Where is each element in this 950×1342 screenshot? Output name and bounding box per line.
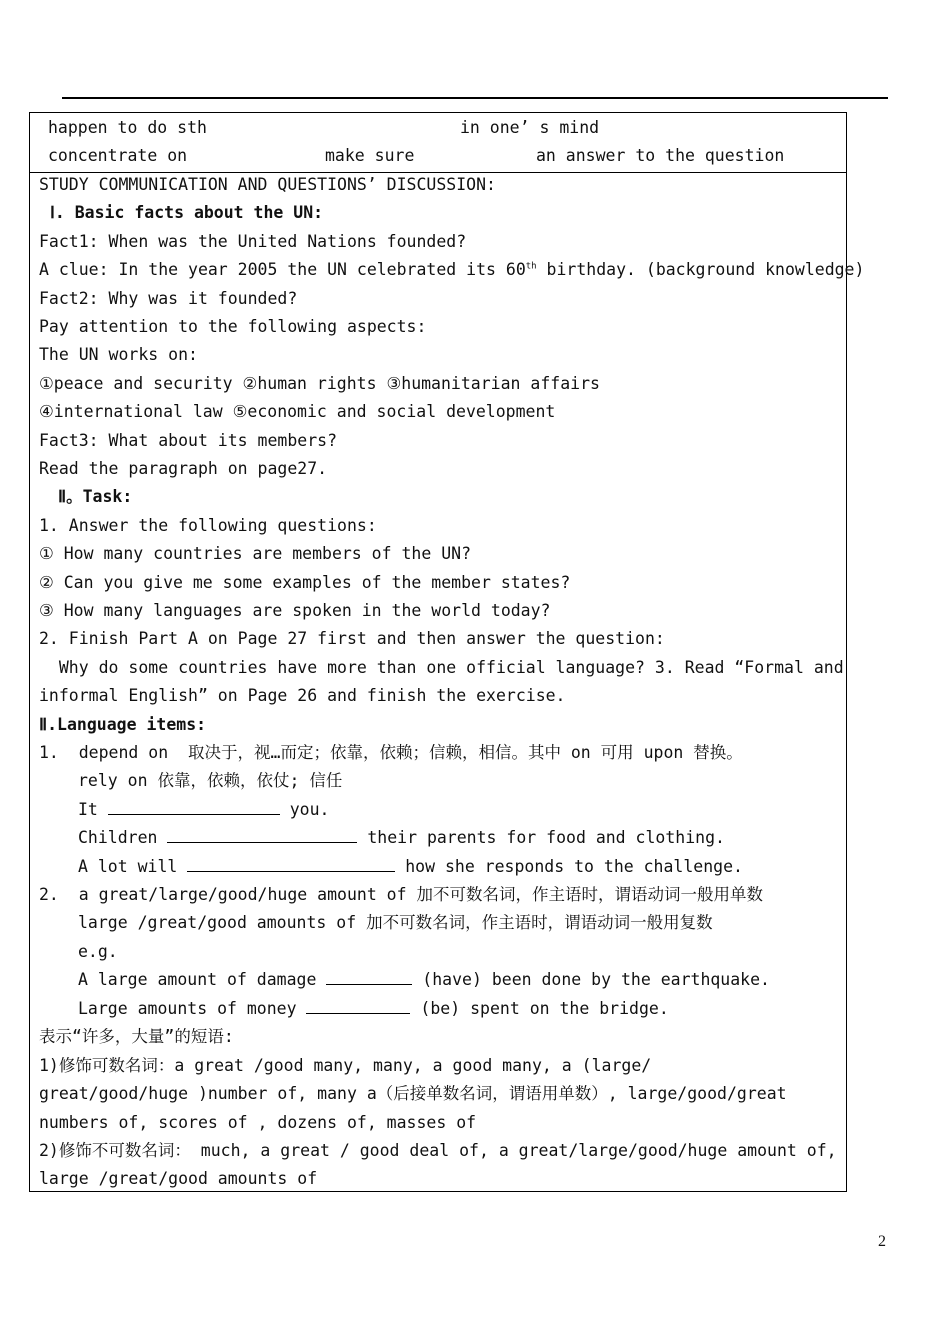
phrase-concentrate: concentrate on: [48, 146, 188, 165]
read-paragraph: Read the paragraph on page27.: [39, 459, 328, 478]
item-amount-of: 2. a great/large/good/huge amount of 加不可数名词，作主语时，谓语动词一般用单数: [39, 885, 763, 904]
countable-line-2: great/good/huge )number of, many a（后接单数名词，谓语用单数）, large/good/great: [39, 1084, 787, 1103]
exercise-money: [78, 998, 669, 1020]
exercise-text: A lot will: [78, 857, 188, 876]
exercise-text: their parents for food and clothing.: [357, 828, 725, 847]
question-2: ② Can you give me some examples of the member states?: [39, 573, 571, 592]
study-heading: STUDY COMMUNICATION AND QUESTIONS’ DISCUSSION:: [39, 175, 496, 194]
exercise-text: Large amounts of money: [78, 999, 307, 1018]
pay-attention: Pay attention to the following aspects:: [39, 317, 427, 336]
uncountable-line-2: large /great/good amounts of: [39, 1169, 318, 1188]
section-basic-facts: Ⅰ. Basic facts about the UN:: [50, 203, 324, 222]
phrase-in-mind: in one’ s mind: [460, 118, 600, 137]
item-depend-on: 1. depend on 取决于，视…而定；依靠，依赖；信赖，相信。其中 on 可用 upon 替换。: [39, 743, 743, 762]
informal-english: informal English” on Page 26 and finish the exercise.: [39, 686, 566, 705]
section-language-items: Ⅱ.Language items:: [39, 715, 207, 734]
fact1: Fact1: When was the United Nations founded?: [39, 232, 467, 251]
aspects-line-2: ④international law ⑤economic and social development: [39, 402, 556, 421]
countable-line-1: 1)修饰可数名词：a great /good many, many, a good many, a (large/: [39, 1056, 652, 1075]
question-3: ③ How many languages are spoken in the world today?: [39, 601, 551, 620]
exercise-text: Children: [78, 828, 168, 847]
answer-blank: [187, 856, 395, 872]
answer-blank: [306, 998, 410, 1014]
un-works-on: The UN works on:: [39, 345, 198, 364]
item-rely-on: rely on 依靠，依赖，依仗; 信任: [78, 771, 343, 790]
exercise-damage: [78, 969, 770, 991]
why-official-language: Why do some countries have more than one official language? 3. Read “Formal and: [39, 658, 844, 677]
phrase-happen: happen to do sth: [48, 118, 207, 137]
exercise-text: (be) spent on the bridge.: [410, 999, 669, 1018]
task-2: 2. Finish Part A on Page 27 first and then answer the question:: [39, 629, 665, 648]
clue-line: [39, 259, 864, 281]
exercise-it: [78, 799, 329, 821]
page-number: 2: [878, 1233, 886, 1250]
task-1: 1. Answer the following questions:: [39, 516, 377, 535]
fact2: Fact2: Why was it founded?: [39, 289, 298, 308]
clue-text-end: birthday. (background knowledge): [536, 260, 865, 279]
exercise-text: It: [78, 800, 108, 819]
item-amounts-of: large /great/good amounts of 加不可数名词，作主语时，谓语动词一般用复数: [78, 913, 713, 932]
exercise-children: [78, 827, 725, 849]
exercise-text: you.: [279, 800, 330, 819]
exercise-a-lot: [78, 856, 743, 878]
clue-text: A clue: In the year 2005 the UN celebrated its 60: [39, 260, 526, 279]
answer-blank: [108, 799, 280, 815]
header-rule: [62, 97, 888, 99]
clue-superscript: th: [525, 261, 537, 272]
phrases-heading: 表示“许多，大量”的短语:: [39, 1027, 234, 1046]
section-task: Ⅱ。Task:: [58, 487, 133, 506]
countable-line-3: numbers of, scores of , dozens of, masses of: [39, 1113, 477, 1132]
answer-blank: [167, 827, 357, 843]
fact3: Fact3: What about its members?: [39, 431, 338, 450]
exercise-text: how she responds to the challenge.: [395, 857, 743, 876]
table-row-divider: [29, 172, 847, 173]
phrase-answer: an answer to the question: [536, 146, 785, 165]
aspects-line-1: ①peace and security ②human rights ③humanitarian affairs: [39, 374, 600, 393]
phrase-make-sure: make sure: [325, 146, 415, 165]
question-1: ① How many countries are members of the UN?: [39, 544, 472, 563]
exercise-text: (have) been done by the earthquake.: [412, 970, 770, 989]
example-label: e.g.: [78, 942, 118, 961]
answer-blank: [326, 969, 412, 985]
uncountable-line-1: 2)修饰不可数名词： much, a great / good deal of, a great/large/good/huge amount of,: [39, 1141, 837, 1160]
exercise-text: A large amount of damage: [78, 970, 327, 989]
